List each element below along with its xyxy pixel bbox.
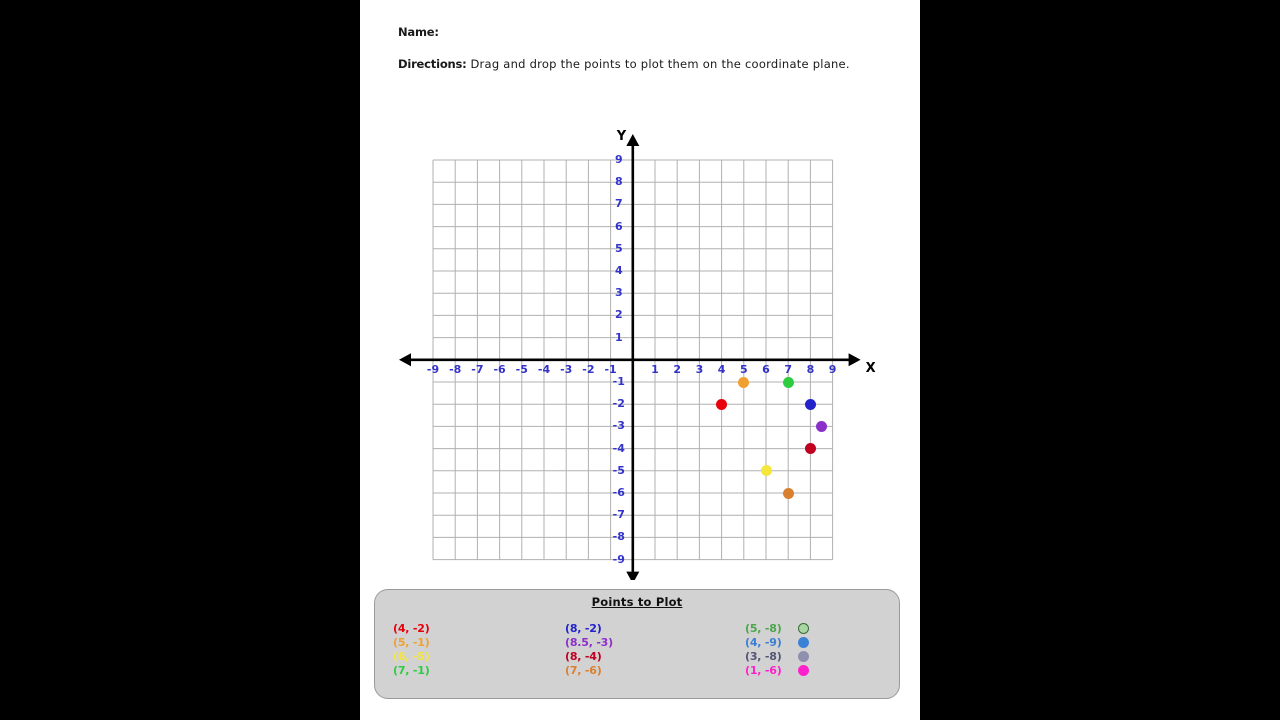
worksheet-page: [360, 0, 920, 720]
legend-item-label: (5, -1): [393, 635, 430, 649]
plotted-point[interactable]: [738, 377, 749, 388]
legend-item-label: (8, -4): [565, 649, 602, 663]
x-tick--7: -7: [471, 362, 484, 376]
grid-canvas: [360, 0, 920, 580]
x-tick-6: 6: [762, 362, 770, 376]
y-axis-label: Y: [616, 129, 627, 144]
legend-item[interactable]: [393, 621, 533, 635]
x-tick-9: 9: [828, 362, 837, 376]
coordinate-plane[interactable]: [360, 0, 920, 580]
legend-item[interactable]: [393, 635, 533, 649]
plotted-point[interactable]: [783, 488, 794, 499]
y-tick-9: 9: [614, 153, 623, 166]
plotted-point[interactable]: [816, 421, 827, 432]
x-tick-7: 7: [784, 362, 793, 376]
directions-label: Directions:: [398, 57, 467, 71]
legend-item-label: (3, -8): [745, 649, 782, 663]
draggable-point-icon[interactable]: [798, 665, 809, 676]
x-tick-3: 3: [695, 362, 704, 376]
legend-item-label: (4, -2): [393, 621, 430, 635]
legend-item[interactable]: [393, 649, 533, 663]
y-tick-5: 5: [614, 241, 623, 255]
legend-item[interactable]: [745, 621, 885, 635]
legend-item-label: (7, -1): [393, 663, 430, 677]
x-axis-label: X: [865, 360, 876, 376]
draggable-point-icon[interactable]: [798, 623, 809, 634]
x-tick-8: 8: [806, 362, 815, 376]
draggable-point-icon[interactable]: [798, 637, 809, 648]
legend-item[interactable]: [393, 663, 533, 677]
legend-item-label: (6, -5): [393, 649, 430, 663]
legend-item[interactable]: [565, 649, 715, 663]
y-tick--6: -6: [612, 486, 625, 499]
legend-column-2: [565, 621, 715, 677]
x-tick--1: -1: [604, 362, 617, 376]
x-tick--3: -3: [560, 362, 573, 376]
x-tick--8: -8: [449, 362, 462, 376]
legend-item[interactable]: [565, 621, 715, 635]
plotted-point[interactable]: [761, 465, 772, 476]
x-tick--4: -4: [537, 362, 551, 376]
y-tick--9: -9: [612, 552, 625, 566]
y-tick-3: 3: [614, 286, 623, 300]
y-tick--8: -8: [612, 530, 625, 544]
legend-item[interactable]: [745, 649, 885, 663]
y-tick--3: -3: [612, 419, 625, 433]
directions-text: Drag and drop the points to plot them on the coordinate plane.: [466, 57, 850, 71]
plotted-point[interactable]: [805, 443, 816, 454]
x-tick--6: -6: [493, 362, 506, 376]
x-tick-4: 4: [717, 362, 726, 376]
y-tick-6: 6: [614, 219, 623, 233]
name-label: Name:: [398, 25, 439, 39]
draggable-point-icon[interactable]: [798, 651, 809, 662]
x-tick-2: 2: [673, 362, 682, 376]
legend-item[interactable]: [565, 635, 715, 649]
x-tick--5: -5: [515, 362, 528, 376]
legend-title: Points to Plot: [591, 595, 683, 609]
legend-column-3: [745, 621, 885, 677]
legend-item[interactable]: [745, 663, 885, 677]
y-tick-8: 8: [614, 175, 623, 189]
legend-item-label: (8, -2): [565, 621, 602, 635]
y-tick--7: -7: [612, 508, 625, 522]
legend-item-label: (5, -8): [745, 621, 782, 635]
y-tick-2: 2: [614, 308, 623, 322]
plotted-point[interactable]: [783, 377, 794, 388]
legend-item-label: (4, -9): [745, 635, 782, 649]
plotted-point[interactable]: [716, 399, 727, 410]
x-tick-5: 5: [739, 362, 748, 376]
legend-item[interactable]: [745, 635, 885, 649]
y-tick-4: 4: [614, 264, 623, 277]
y-tick-7: 7: [614, 197, 623, 211]
legend-item-label: (1, -6): [745, 663, 782, 677]
points-to-plot-panel: [374, 589, 900, 699]
legend-item-label: (7, -6): [565, 663, 602, 677]
y-tick--5: -5: [612, 463, 625, 477]
x-tick--2: -2: [582, 362, 595, 376]
plotted-point[interactable]: [805, 399, 816, 410]
y-tick--4: -4: [612, 441, 625, 455]
x-tick-1: 1: [651, 362, 659, 376]
legend-item[interactable]: [565, 663, 715, 677]
y-tick--2: -2: [612, 397, 625, 411]
legend-item-label: (8.5, -3): [565, 635, 613, 649]
x-tick--9: -9: [426, 362, 440, 376]
y-tick--1: -1: [612, 375, 625, 388]
legend-column-1: [393, 621, 533, 677]
y-tick-1: 1: [614, 330, 623, 344]
